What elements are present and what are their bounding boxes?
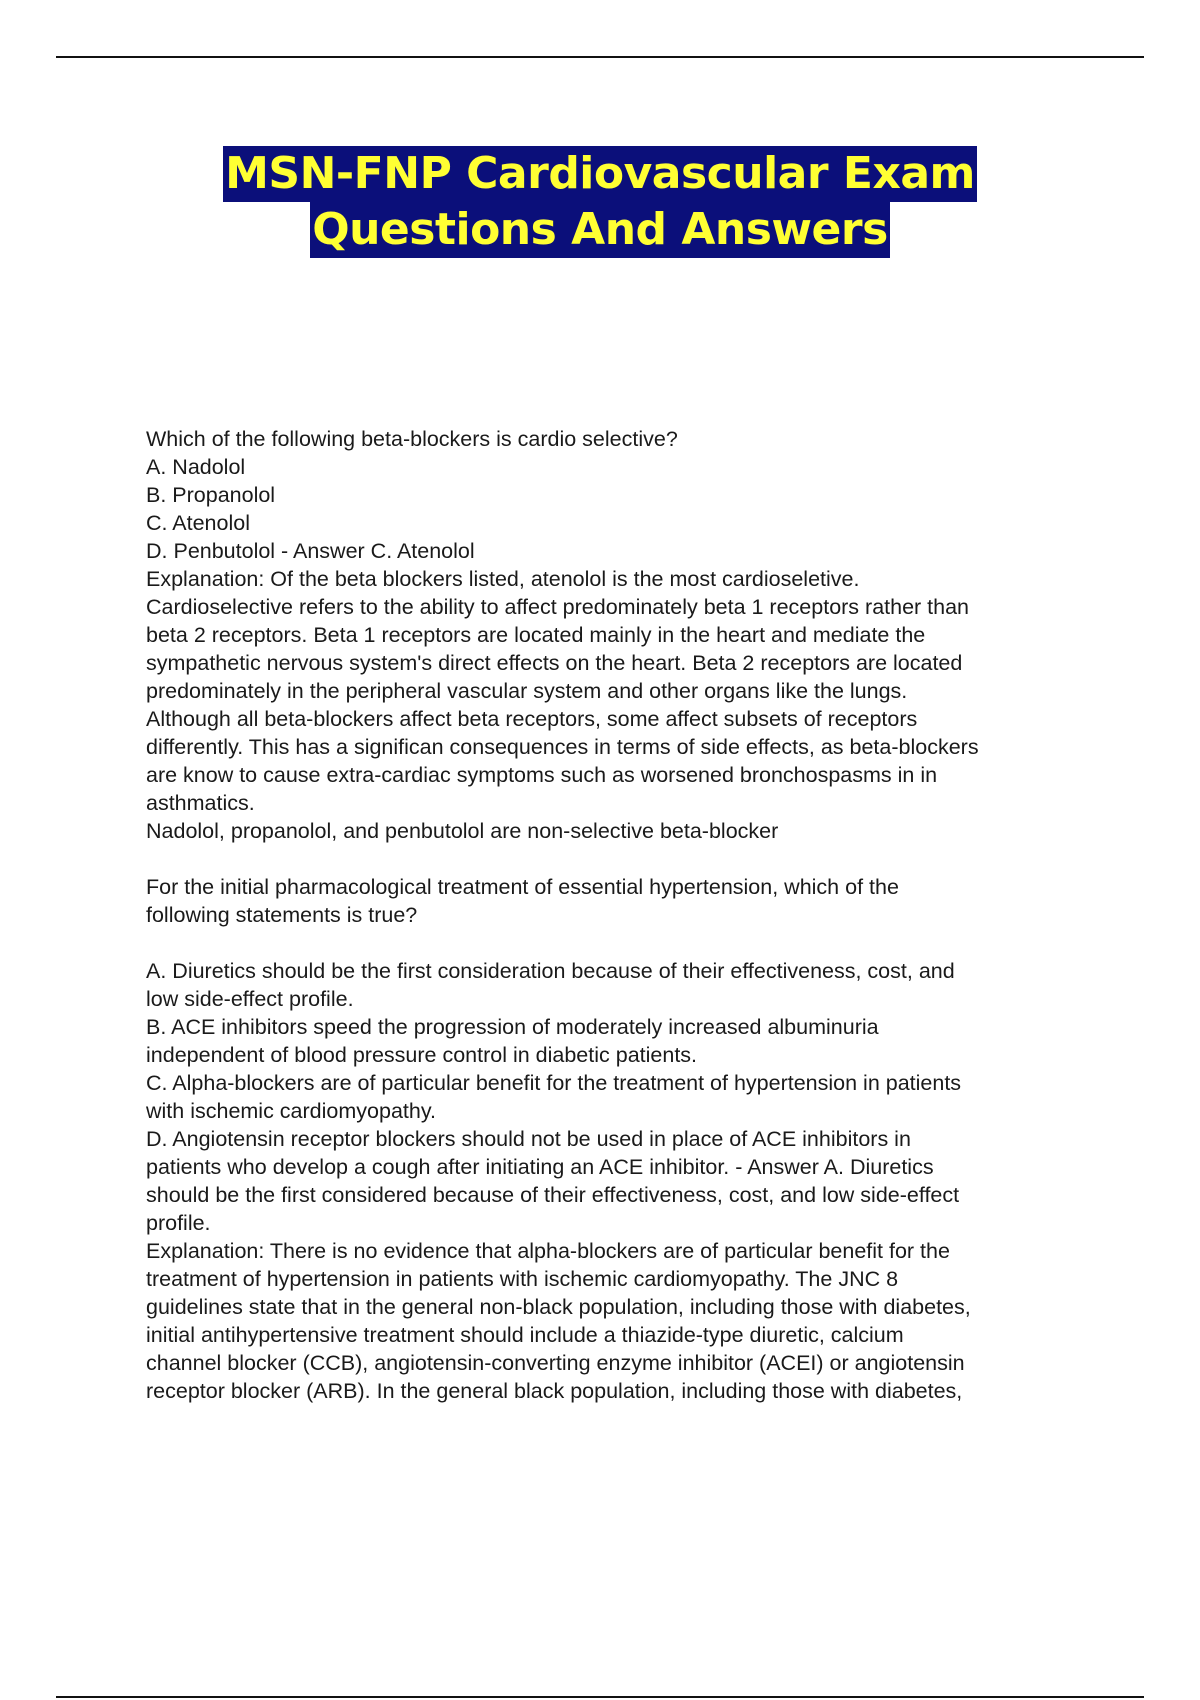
q2-option-a: low side-effect profile. (146, 987, 354, 1011)
q1-option-c: C. Atenolol (146, 511, 250, 535)
q2-explanation-line: treatment of hypertension in patients with ischemic cardiomyopathy. The JNC 8 (146, 1267, 899, 1291)
q2-explanation-line: channel blocker (CCB), angiotensin-converting enzyme inhibitor (ACEI) or angiotensin (146, 1351, 965, 1375)
q2-explanation-line: guidelines state that in the general non-black population, including those with diabetes, (146, 1295, 971, 1319)
q2-option-c: C. Alpha-blockers are of particular benefit for the treatment of hypertension in patients (146, 1071, 962, 1095)
document-title (0, 146, 1200, 258)
q2-explanation-line: Explanation: There is no evidence that alpha-blockers are of particular benefit for the (146, 1239, 950, 1263)
q1-non-selective-note: Nadolol, propanolol, and penbutolol are non-selective beta-blocker (146, 819, 779, 843)
q1-explanation-line: asthmatics. (146, 791, 255, 815)
q2-option-b: B. ACE inhibitors speed the progression of moderately increased albuminuria (146, 1015, 879, 1039)
q2-explanation-line: initial antihypertensive treatment should include a thiazide-type diuretic, calcium (146, 1323, 904, 1347)
q2-question-line: following statements is true? (146, 903, 418, 927)
q1-explanation-line: Cardioselective refers to the ability to affect predominately beta 1 receptors rather than (146, 595, 970, 619)
q2-option-a: A. Diuretics should be the first consideration because of their effectiveness, cost, and (146, 959, 955, 983)
q1-explanation-line: are know to cause extra-cardiac symptoms such as worsened bronchospasms in in (146, 763, 938, 787)
bottom-rule (56, 1696, 1144, 1698)
q1-question: Which of the following beta-blockers is cardio selective? (146, 427, 678, 451)
title-line-2: Questions And Answers (310, 202, 890, 258)
q1-explanation-line: Although all beta-blockers affect beta receptors, some affect subsets of receptors (146, 707, 918, 731)
paragraph-gap (146, 845, 1106, 873)
q1-explanation-line: predominately in the peripheral vascular system and other organs like the lungs. (146, 679, 908, 703)
q1-explanation-line: differently. This has a significan consequences in terms of side effects, as beta-blockers (146, 735, 979, 759)
document-body (146, 425, 1106, 1405)
q2-question-line: For the initial pharmacological treatment of essential hypertension, which of the (146, 875, 899, 899)
q1-explanation-line: sympathetic nervous system's direct effects on the heart. Beta 2 receptors are located (146, 651, 963, 675)
q2-answer: should be the first considered because of their effectiveness, cost, and low side-effect (146, 1183, 960, 1207)
q2-answer: profile. (146, 1211, 211, 1235)
q1-option-d-answer: D. Penbutolol - Answer C. Atenolol (146, 539, 475, 563)
top-rule (56, 56, 1144, 58)
q2-explanation-line: receptor blocker (ARB). In the general black population, including those with diabetes, (146, 1379, 963, 1403)
q2-option-d: D. Angiotensin receptor blockers should not be used in place of ACE inhibitors in (146, 1127, 911, 1151)
q1-option-b: B. Propanolol (146, 483, 276, 507)
q2-option-d-answer: patients who develop a cough after initiating an ACE inhibitor. - Answer A. Diuretics (146, 1155, 934, 1179)
q2-option-c: with ischemic cardiomyopathy. (146, 1099, 436, 1123)
question-1-block (146, 425, 1106, 845)
paragraph-gap (146, 929, 1106, 957)
title-line-1: MSN-FNP Cardiovascular Exam (223, 146, 977, 202)
q1-option-a: A. Nadolol (146, 455, 246, 479)
q1-explanation-line: beta 2 receptors. Beta 1 receptors are located mainly in the heart and mediate the (146, 623, 926, 647)
q1-explanation-line: Explanation: Of the beta blockers listed, atenolol is the most cardioseletive. (146, 567, 860, 591)
q2-option-b: independent of blood pressure control in diabetic patients. (146, 1043, 698, 1067)
question-2-block (146, 873, 1106, 1405)
